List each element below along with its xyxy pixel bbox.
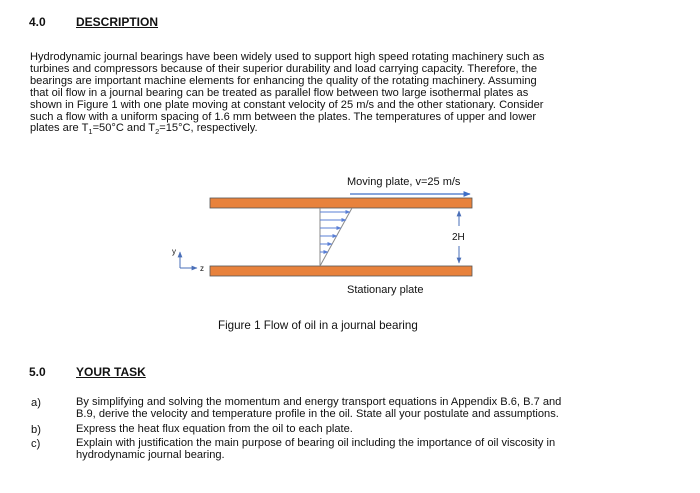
task-a-text <box>76 397 636 421</box>
section-4-title: DESCRIPTION <box>76 15 159 29</box>
coordinate-axes <box>172 247 204 273</box>
task-line: Explain with justification the main purpose of bearing oil including the importance of oil viscosity in <box>76 437 556 449</box>
stationary-plate-label: Stationary plate <box>347 284 424 296</box>
section-5-title: YOUR TASK <box>76 365 146 379</box>
task-line: hydrodynamic journal bearing. <box>76 448 225 461</box>
task-line: B.9, derive the velocity and temperature profile in the oil. State all your postulate and assumptions. <box>76 407 559 420</box>
task-c-text <box>76 438 636 462</box>
moving-plate <box>210 198 472 208</box>
task-line: Express the heat flux equation from the oil to each plate. <box>76 423 353 435</box>
moving-plate-label: Moving plate, v=25 m/s <box>347 176 461 188</box>
task-line: By simplifying and solving the momentum and energy transport equations in Appendix B.6, B.7 and <box>76 396 562 408</box>
z-axis-label: z <box>200 264 204 273</box>
paragraph-line: such a flow with a uniform spacing of 1.6 mm between the plates. The temperatures of upper and lower <box>30 110 537 123</box>
section-5-number: 5.0 <box>29 365 46 379</box>
gap-label: 2H <box>452 232 465 243</box>
paragraph-line: that oil flow in a journal bearing can be treated as parallel flow between two large isothermal plates as <box>30 86 529 99</box>
paragraph-line: bearings are important machine elements for enhancing the quality of the rotating machinery. Assuming <box>30 74 537 87</box>
section-4-number: 4.0 <box>29 15 46 29</box>
task-letter-c: c) <box>31 438 41 450</box>
task-letter-a: a) <box>31 397 41 409</box>
stationary-plate <box>210 266 472 276</box>
paragraph-line: shown in Figure 1 with one plate moving at constant velocity of 25 m/s and the other stationary. Consider <box>30 98 544 111</box>
y-axis-label: y <box>172 247 176 256</box>
task-b-text <box>76 424 636 436</box>
figure-caption: Figure 1 Flow of oil in a journal bearing <box>218 319 418 332</box>
profile-line <box>320 208 352 266</box>
paragraph-last-line: plates are $T_1=50^\circ C$ and $T_2=15^\circ C$, respectively. <box>30 122 258 137</box>
velocity-profile <box>320 208 352 266</box>
paragraph-line: turbines and compressors because of their superior durability and load carrying capacity. Therefore, the <box>30 62 538 75</box>
task-letter-b: b) <box>31 424 41 436</box>
paragraph-line: Hydrodynamic journal bearings have been widely used to support high speed rotating machinery such as <box>30 51 545 63</box>
